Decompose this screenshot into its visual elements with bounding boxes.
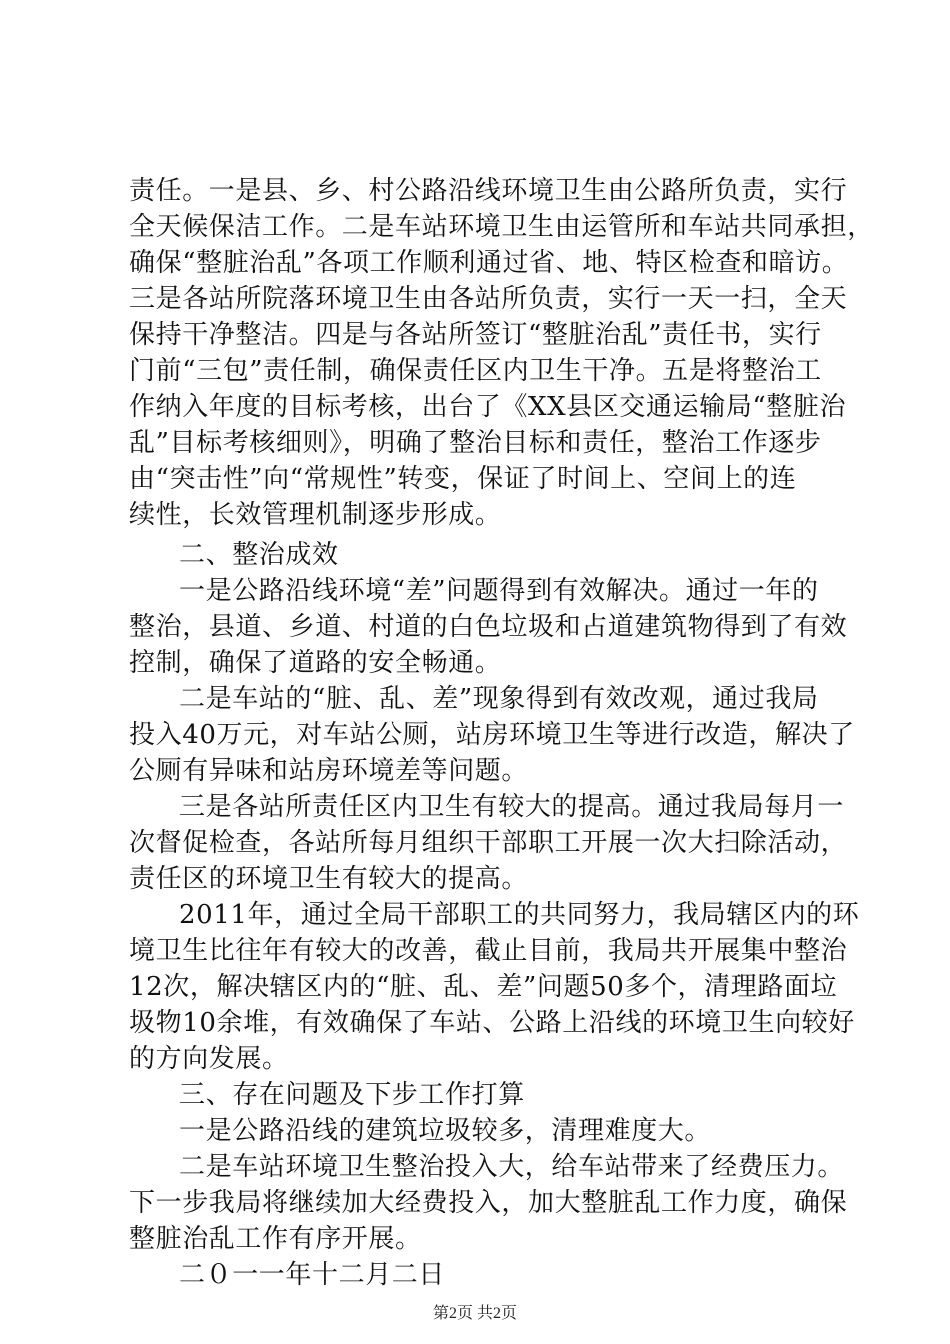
text-line: 圾物10余堆，有效确保了车站、公路上沿线的环境卫生向较好 <box>129 1008 855 1038</box>
text-line: 的方向发展。 <box>129 1044 289 1074</box>
document-date: 二０一一年十二月二日 <box>179 1260 446 1290</box>
text-line: 下一步我局将继续加大经费投入，加大整脏乱工作力度，确保 <box>129 1188 848 1218</box>
text-line: 责任。一是县、乡、村公路沿线环境卫生由公路所负责，实行 <box>129 176 848 206</box>
text-line: 门前“三包”责任制，确保责任区内卫生干净。五是将整治工 <box>129 356 822 386</box>
text-line: 二是车站的“脏、乱、差”现象得到有效改观，通过我局 <box>179 684 819 714</box>
text-line: 责任区的环境卫生有较大的提高。 <box>129 864 529 894</box>
text-line: 公厕有异味和站房环境差等问题。 <box>129 756 529 786</box>
text-line: 控制，确保了道路的安全畅通。 <box>129 648 502 678</box>
text-line: 整脏治乱工作有序开展。 <box>129 1224 422 1254</box>
text-line: 12次，解决辖区内的“脏、乱、差”问题50多个，清理路面垃 <box>129 972 838 1002</box>
text-line: 整治，县道、乡道、村道的白色垃圾和占道建筑物得到了有效 <box>129 612 848 642</box>
text-line: 保持干净整洁。四是与各站所签订“整脏治乱”责任书，实行 <box>129 320 822 350</box>
text-line: 乱”目标考核细则》，明确了整治目标和责任，整治工作逐步 <box>129 428 822 458</box>
text-line: 续性，长效管理机制逐步形成。 <box>129 500 502 530</box>
text-line: 作纳入年度的目标考核，出台了《XX县区交通运输局“整脏治 <box>129 392 847 422</box>
text-line: 2011年，通过全局干部职工的共同努力，我局辖区内的环 <box>179 900 860 930</box>
text-line: 二是车站环境卫生整治投入大，给车站带来了经费压力。 <box>179 1152 845 1182</box>
section-heading: 三、存在问题及下步工作打算 <box>179 1080 525 1110</box>
text-line: 由“突击性”向“常规性”转变，保证了时间上、空间上的连 <box>129 464 797 494</box>
text-line: 确保“整脏治乱”各项工作顺利通过省、地、特区检查和暗访。 <box>129 248 849 278</box>
text-line: 三是各站所院落环境卫生由各站所负责，实行一天一扫，全天 <box>129 284 848 314</box>
section-heading: 二、整治成效 <box>179 540 339 570</box>
text-line: 一是公路沿线的建筑垃圾较多，清理难度大。 <box>179 1116 712 1146</box>
text-line: 全天候保洁工作。二是车站环境卫生由运管所和车站共同承担， <box>129 212 874 242</box>
text-line: 次督促检查，各站所每月组织干部职工开展一次大扫除活动， <box>129 828 848 858</box>
page-number-footer: 第2页 共2页 <box>432 1305 517 1322</box>
text-line: 境卫生比往年有较大的改善，截止目前，我局共开展集中整治 <box>129 936 848 966</box>
text-line: 投入40万元，对车站公厕，站房环境卫生等进行改造，解决了 <box>129 720 855 750</box>
text-line: 三是各站所责任区内卫生有较大的提高。通过我局每月一 <box>179 792 845 822</box>
text-line: 一是公路沿线环境“差”问题得到有效解决。通过一年的 <box>179 576 819 606</box>
